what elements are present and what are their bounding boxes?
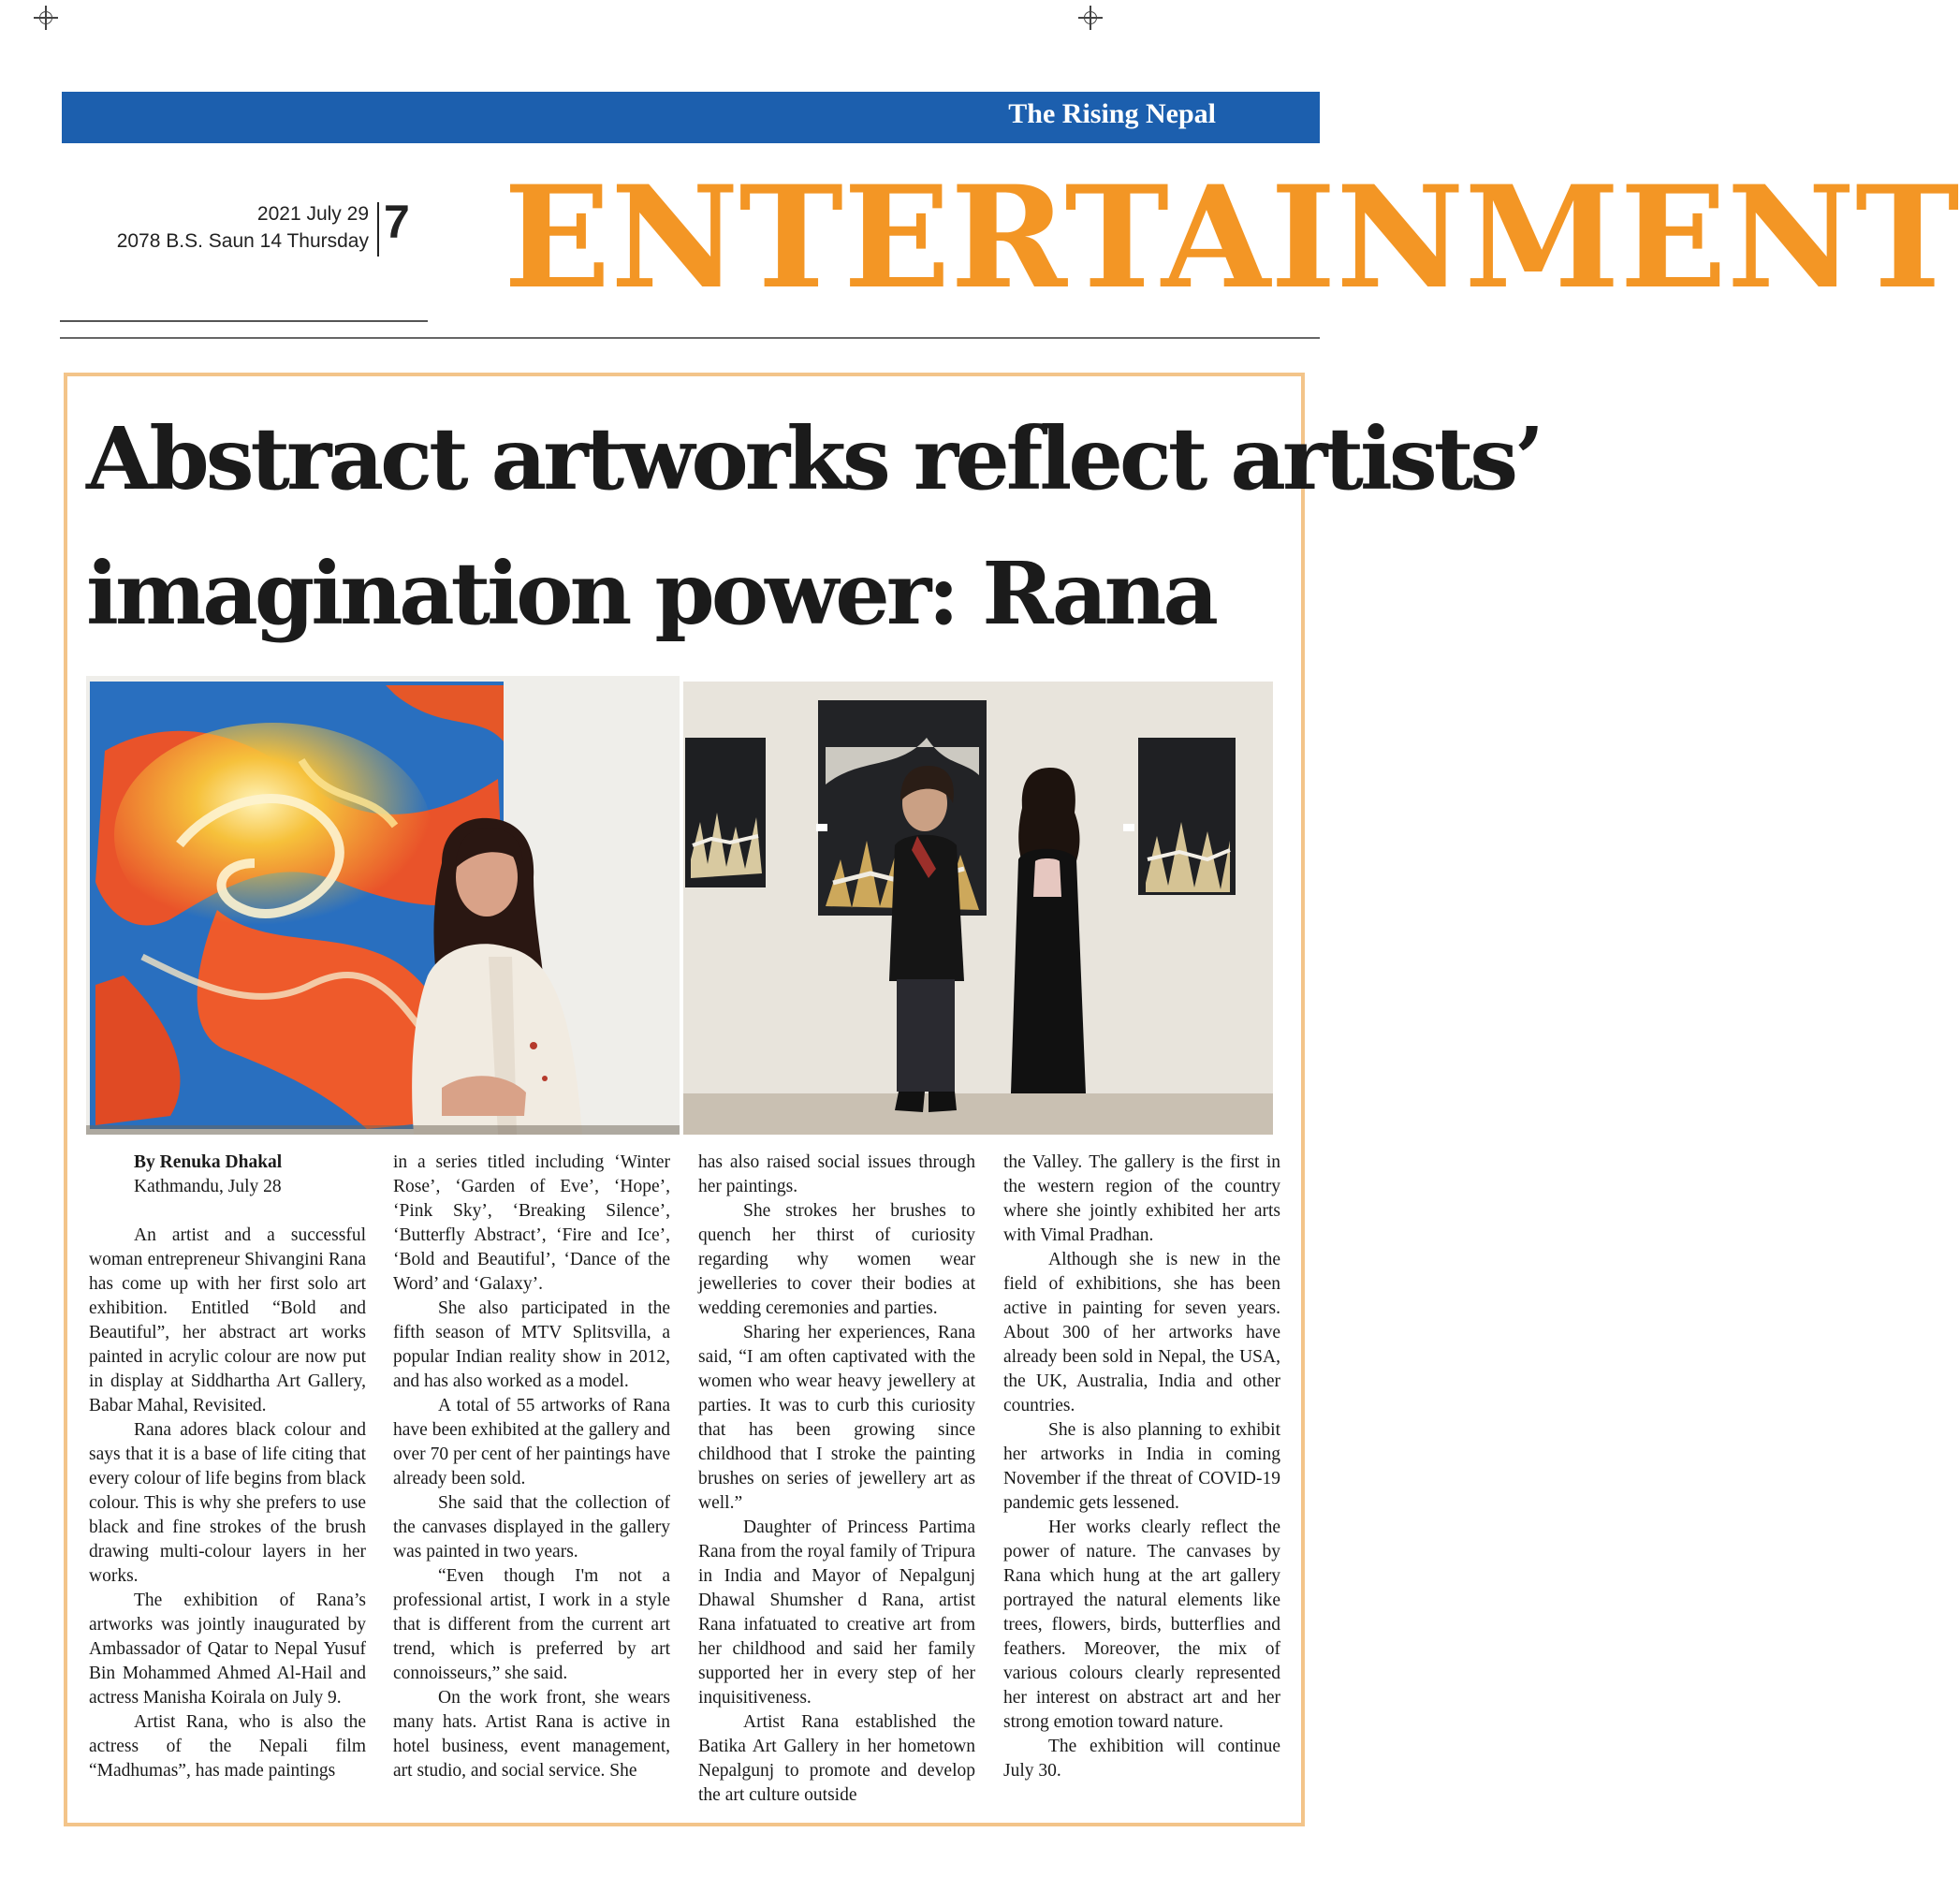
article-column-3 xyxy=(698,1151,975,1808)
photo-artist-with-painting xyxy=(86,676,680,1135)
paragraph: An artist and a successful woman entrepreneur Shivangini Rana has come up with her first solo art exhibition. Entitled “Bold and Beautiful”, her abstract art works painted in acrylic colour are now put in display at Siddhartha Art Gallery, Babar Mahal, Revisited. xyxy=(89,1225,366,1415)
date-bs: 2078 B.S. Saun 14 Thursday xyxy=(116,230,369,252)
page-number: 7 xyxy=(384,196,410,248)
paragraph: Sharing her experiences, Rana said, “I am often captivated with the women who wear heavy jewellery at parties. It was to curb this curiosity that has been growing since childhood that I stroke the painting brushes on series of jewellery art as well.” xyxy=(698,1323,975,1513)
headline xyxy=(86,391,1541,661)
dateline: Kathmandu, July 28 xyxy=(134,1177,282,1196)
registration-mark-right xyxy=(1078,6,1103,30)
date-ad: 2021 July 29 xyxy=(256,203,369,225)
paragraph: A total of 55 artworks of Rana have been exhibited at the gallery and over 70 per cent of her paintings have already been sold. xyxy=(393,1396,670,1488)
photo-gallery-visitors xyxy=(683,682,1273,1135)
paragraph: She said that the collection of the canvases displayed in the gallery was painted in two years. xyxy=(393,1493,670,1562)
byline: By Renuka Dhakal xyxy=(134,1152,283,1172)
paragraph: Rana adores black colour and says that it is a base of life citing that every colour of life begins from black colour. This is why she prefers to use black and fine strokes of the brush drawing multi-colour layers in her works. xyxy=(89,1420,366,1586)
article-column-4 xyxy=(1003,1151,1280,1783)
paragraph: the Valley. The gallery is the first in the western region of the country where she jointly exhibited her arts with Vimal Pradhan. xyxy=(1003,1152,1280,1245)
paragraph: On the work front, she wears many hats. Artist Rana is active in hotel business, event management, art studio, and social service. She xyxy=(393,1688,670,1781)
paragraph: She also participated in the fifth season of MTV Splitsvilla, a popular Indian reality show in 2012, and has also worked as a model. xyxy=(393,1298,670,1391)
section-title: ENTERTAINMENT xyxy=(504,155,1960,320)
paragraph: She is also planning to exhibit her artworks in India in coming November if the threat of COVID-19 pandemic gets lessened. xyxy=(1003,1420,1280,1513)
headline-line-2: imagination power: Rana xyxy=(86,543,1215,644)
paragraph: Artist Rana established the Batika Art Gallery in her hometown Nepalgunj to promote and develop the art culture outside xyxy=(698,1712,975,1805)
paragraph: in a series titled including ‘Winter Rose’, ‘Garden of Eve’, ‘Hope’, ‘Pink Sky’, ‘Breaking Silence’, ‘Butterfly Abstract’, ‘Fire and Ice’, ‘Bold and Beautiful’, ‘Dance of the Word’ and ‘Galaxy’. xyxy=(393,1152,670,1294)
paragraph: Although she is new in the field of exhibitions, she has been active in painting for seven years. About 300 of her artworks have already been sold in Nepal, the USA, the UK, Australia, India and other countries. xyxy=(1003,1250,1280,1415)
article-column-2 xyxy=(393,1151,670,1783)
paragraph: She strokes her brushes to quench her thirst of curiosity regarding why women wear jewelleries to cover their bodies at wedding ceremonies and parties. xyxy=(698,1201,975,1318)
header-rule xyxy=(60,337,1320,339)
paragraph: Her works clearly reflect the power of nature. The canvases by Rana which hung at the art gallery portrayed the natural elements like trees, flowers, birds, butterflies and feathers. Moreover, the mix of various colours clearly represented her interest on abstract art and her strong emotion toward nature. xyxy=(1003,1518,1280,1732)
article-column-1 xyxy=(89,1151,366,1783)
publication-name: The Rising Nepal xyxy=(1008,98,1216,129)
headline-line-1: Abstract artworks reflect artists’ xyxy=(86,408,1542,509)
date-rule xyxy=(60,320,428,322)
photo-gallery-visitors-graphic xyxy=(683,682,1273,1135)
paragraph: has also raised social issues through her paintings. xyxy=(698,1152,975,1196)
registration-mark-left xyxy=(34,6,58,30)
paragraph: The exhibition of Rana’s artworks was jointly inaugurated by Ambassador of Qatar to Nepal Yusuf Bin Mohammed Ahmed Al-Hail and actress Manisha Koirala on July 9. xyxy=(89,1591,366,1708)
paragraph: The exhibition will continue July 30. xyxy=(1003,1737,1280,1781)
paragraph: “Even though I'm not a professional artist, I work in a style that is different from the current art trend, which is preferred by art connoisseurs,” she said. xyxy=(393,1566,670,1683)
paragraph: Daughter of Princess Partima Rana from the royal family of Tripura in India and Mayor of Nepalgunj Dhawal Shumsher d Rana, artist Rana infatuated to creative art from her childhood and said her family supported her in every step of her inquisitiveness. xyxy=(698,1518,975,1708)
page-number-divider xyxy=(377,202,379,257)
photo-artist-with-painting-graphic xyxy=(86,676,680,1135)
date-block xyxy=(75,200,369,255)
paragraph: Artist Rana, who is also the actress of the Nepali film “Madhumas”, has made paintings xyxy=(89,1712,366,1781)
